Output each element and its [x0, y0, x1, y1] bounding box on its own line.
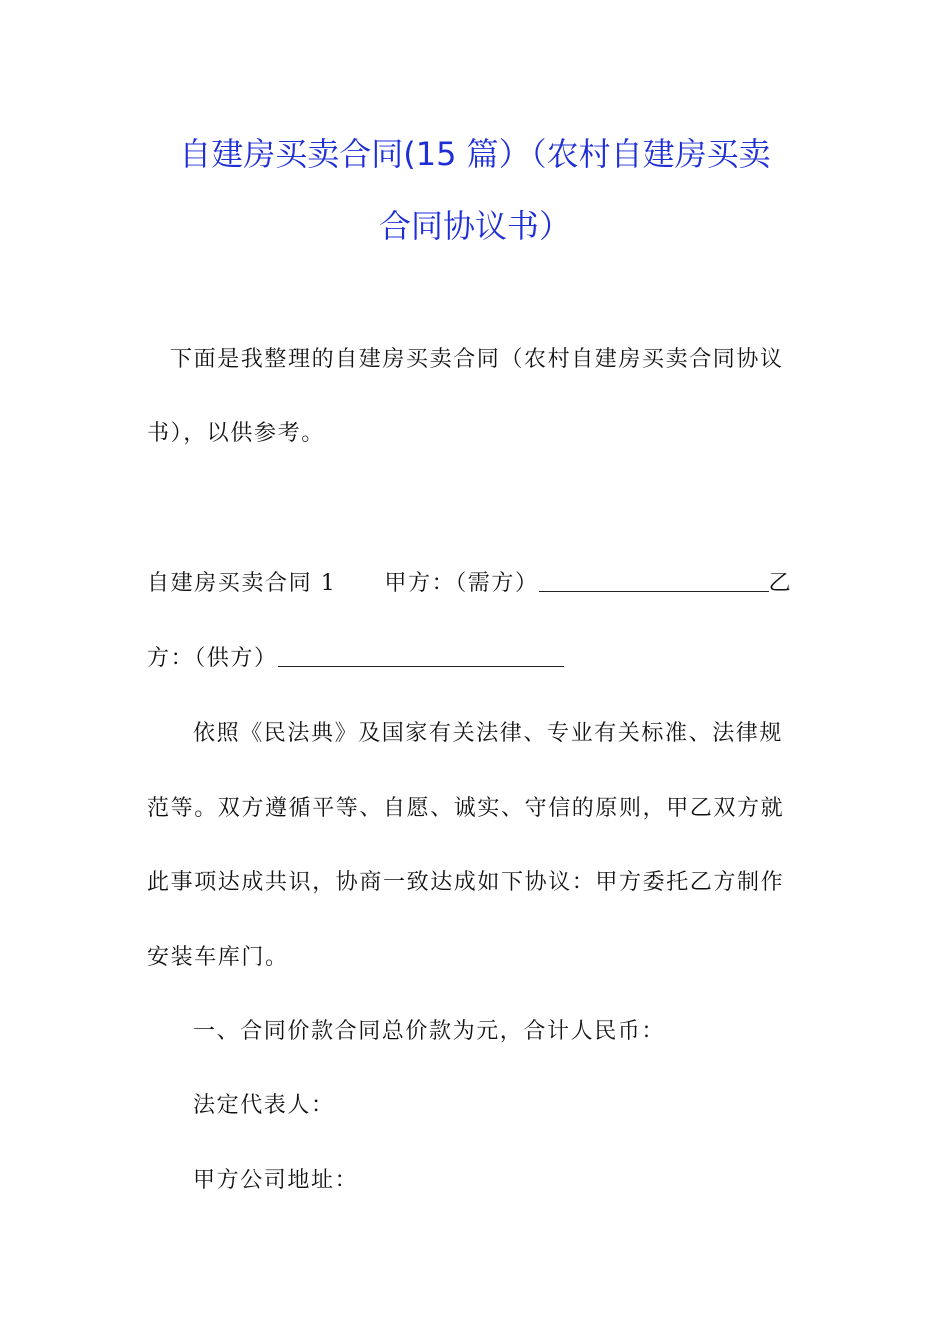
document-title-line-1: 自建房买卖合同(15 篇）（农村自建房买卖: [179, 135, 771, 173]
intro-line-1: 下面是我整理的自建房买卖合同（农村自建房买卖合同协议: [170, 347, 784, 372]
paragraph-4: 甲方公司地址：: [193, 1168, 359, 1193]
paragraph-1-line-3: 此事项达成共识，协商一致达成如下协议：甲方委托乙方制作: [147, 870, 785, 895]
party-b-label-part2: 方：（供方）: [147, 646, 278, 671]
party-b-row: [147, 644, 564, 674]
party-b-blank: [278, 644, 564, 667]
party-a-label: 甲方：（需方）: [384, 571, 539, 596]
document-title-line-2: 合同协议书）: [378, 207, 571, 245]
party-a-blank: [539, 569, 769, 592]
contract-heading: 自建房买卖合同 1: [147, 571, 337, 596]
paragraph-2: 一、合同价款合同总价款为元，合计人民币：: [193, 1019, 666, 1044]
contract-heading-row: [147, 569, 792, 599]
paragraph-3: 法定代表人：: [193, 1093, 335, 1118]
paragraph-1-line-4: 安装车库门。: [147, 945, 289, 970]
intro-line-2: 书），以供参考。: [147, 421, 325, 446]
party-b-label-part1: 乙: [768, 571, 793, 596]
paragraph-1-line-2: 范等。双方遵循平等、自愿、诚实、守信的原则，甲乙双方就: [147, 796, 785, 821]
paragraph-1-line-1: 依照《民法典》及国家有关法律、专业有关标准、法律规: [193, 721, 784, 746]
